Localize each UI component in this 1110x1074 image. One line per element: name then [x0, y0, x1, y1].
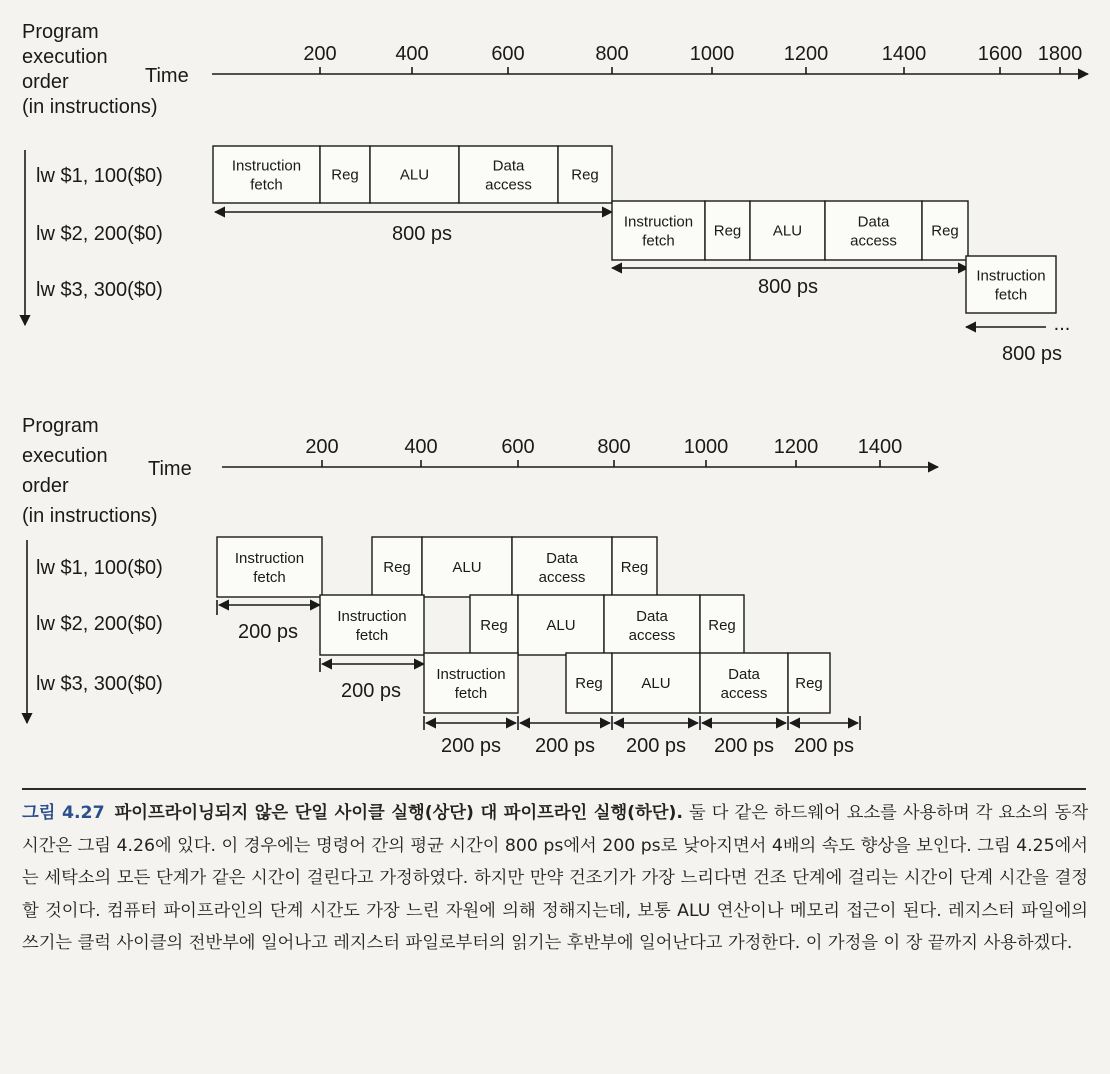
- time-tick-label: 200: [305, 436, 339, 458]
- time-tick-label: 800: [597, 436, 631, 458]
- caption-body: 둘 다 같은 하드웨어 요소를 사용하며 각 요소의 동작 시간은 그림 4.26에 있다. 이 경우에는 명령어 간의 평균 시간이 800 ps에서 200 ps로 낮아지면서 4배의 속도 향상을 보인다. 그림 4.25에서는 세탁소의 모든 단계가 같은 시간이 걸린다고 가정하였다. 하지만 만약 건조기가 가장 느리다면 건조 단계에 걸리는 시간이 단계 시간을 결정할 것이다. 컴퓨터 파이프라인의 단계 시간도 가장 느린 자원에 의해 정해지는데, 보통 ALU 연산이나 메모리 접근이 된다. 레지스터 파일에의 쓰기는 클럭 사이클의 전반부에 일어나고 레지스터 파일로부터의 읽기는 후반부에 일어난다고 가정한다. 이 가정을 이 장 끝까지 사용하겠다.: [22, 803, 1089, 953]
- stage-instruction-fetch-box: [612, 201, 705, 260]
- time-tick-label: 1200: [773, 436, 819, 458]
- instruction-label: lw $2, 200($0): [36, 613, 163, 635]
- duration-label: 800 ps: [391, 223, 453, 245]
- stage-reg-label: Reg: [713, 222, 742, 240]
- stage-instruction-fetch-box: [217, 537, 322, 597]
- stage-alu-label: ALU: [641, 675, 671, 692]
- instruction-label: lw $3, 300($0): [36, 279, 163, 301]
- stage-reg-label: Reg: [383, 559, 411, 576]
- stage-data-access-label: Data access: [720, 666, 768, 702]
- time-tick-label: 600: [491, 43, 525, 65]
- stage-duration-label: 200 ps: [793, 735, 855, 757]
- stage-duration-label: 200 ps: [625, 735, 687, 757]
- stage-duration-label: 200 ps: [534, 735, 596, 757]
- stage-instruction-fetch-box: [213, 146, 320, 203]
- stage-reg-label: Reg: [931, 222, 959, 240]
- figure-number: 그림 4.27: [22, 803, 105, 823]
- stage-data-access-label: Data access: [628, 608, 676, 644]
- time-tick-label: 1000: [683, 436, 729, 458]
- stage-data-access-label: Data access: [538, 550, 586, 586]
- stage-reg-label: Reg: [708, 617, 736, 634]
- time-tick-label: 400: [395, 43, 429, 65]
- stage-alu-label: ALU: [399, 166, 430, 184]
- time-tick-label: 800: [595, 43, 629, 65]
- program-order-label: Program execution order (in instructions): [22, 21, 158, 118]
- stage-data-access-box: [604, 595, 700, 655]
- stage-data-access-box: [459, 146, 558, 203]
- stage-reg-label: Reg: [575, 675, 603, 692]
- figure-title: 파이프라이닝되지 않은 단일 사이클 실행(상단) 대 파이프라인 실행(하단).: [114, 803, 683, 823]
- program-order-label: Program execution order (in instructions): [22, 415, 158, 527]
- stage-data-access-label: Data access: [850, 213, 897, 250]
- stage-instruction-fetch-label: Instruction fetch: [231, 157, 302, 194]
- stage-instruction-fetch-box: [966, 256, 1056, 313]
- stage-alu-label: ALU: [452, 559, 482, 576]
- stage-reg-label: Reg: [331, 166, 359, 184]
- stage-alu-label: ALU: [772, 222, 803, 240]
- stage-instruction-fetch-box: [424, 653, 518, 713]
- stage-duration-label: 200 ps: [713, 735, 775, 757]
- instruction-label: lw $2, 200($0): [36, 223, 163, 245]
- single-cycle-diagram: [22, 21, 1088, 365]
- stage-data-access-box: [700, 653, 788, 713]
- time-tick-label: 1400: [857, 436, 903, 458]
- pipelined-diagram: [22, 415, 938, 757]
- time-tick-label: 1000: [689, 43, 735, 65]
- time-tick-label: 1800: [1037, 43, 1083, 65]
- stage-instruction-fetch-label: Instruction fetch: [436, 666, 506, 702]
- stage-instruction-fetch-box: [320, 595, 424, 655]
- stage-data-access-box: [825, 201, 922, 260]
- time-tick-label: 400: [404, 436, 438, 458]
- continuation-ellipsis: ...: [1053, 313, 1071, 335]
- stage-duration-label: 200 ps: [440, 735, 502, 757]
- stage-data-access-box: [512, 537, 612, 597]
- instruction-label: lw $1, 100($0): [36, 165, 163, 187]
- offset-duration-label: 200 ps: [340, 680, 402, 702]
- time-tick-label: 1600: [977, 43, 1023, 65]
- stage-instruction-fetch-label: Instruction fetch: [976, 267, 1046, 304]
- stage-reg-label: Reg: [480, 617, 508, 634]
- instruction-label: lw $3, 300($0): [36, 673, 163, 695]
- time-tick-label: 1200: [783, 43, 829, 65]
- time-label: Time: [148, 458, 192, 480]
- time-tick-label: 200: [303, 43, 337, 65]
- figure-caption: [22, 797, 1088, 960]
- instruction-label: lw $1, 100($0): [36, 557, 163, 579]
- stage-reg-label: Reg: [620, 559, 649, 576]
- stage-instruction-fetch-label: Instruction fetch: [337, 608, 407, 644]
- offset-duration-label: 200 ps: [237, 621, 299, 643]
- stage-data-access-label: Data access: [485, 157, 532, 194]
- time-tick-label: 600: [501, 436, 535, 458]
- duration-label: 800 ps: [1001, 343, 1063, 365]
- stage-reg-label: Reg: [571, 166, 599, 184]
- duration-label: 800 ps: [757, 276, 819, 298]
- time-tick-label: 1400: [881, 43, 927, 65]
- caption-divider: [22, 788, 1086, 790]
- time-label: Time: [145, 65, 189, 87]
- stage-instruction-fetch-label: Instruction fetch: [234, 550, 305, 586]
- stage-reg-label: Reg: [795, 675, 823, 692]
- stage-instruction-fetch-label: Instruction fetch: [623, 213, 694, 250]
- stage-alu-label: ALU: [546, 617, 576, 634]
